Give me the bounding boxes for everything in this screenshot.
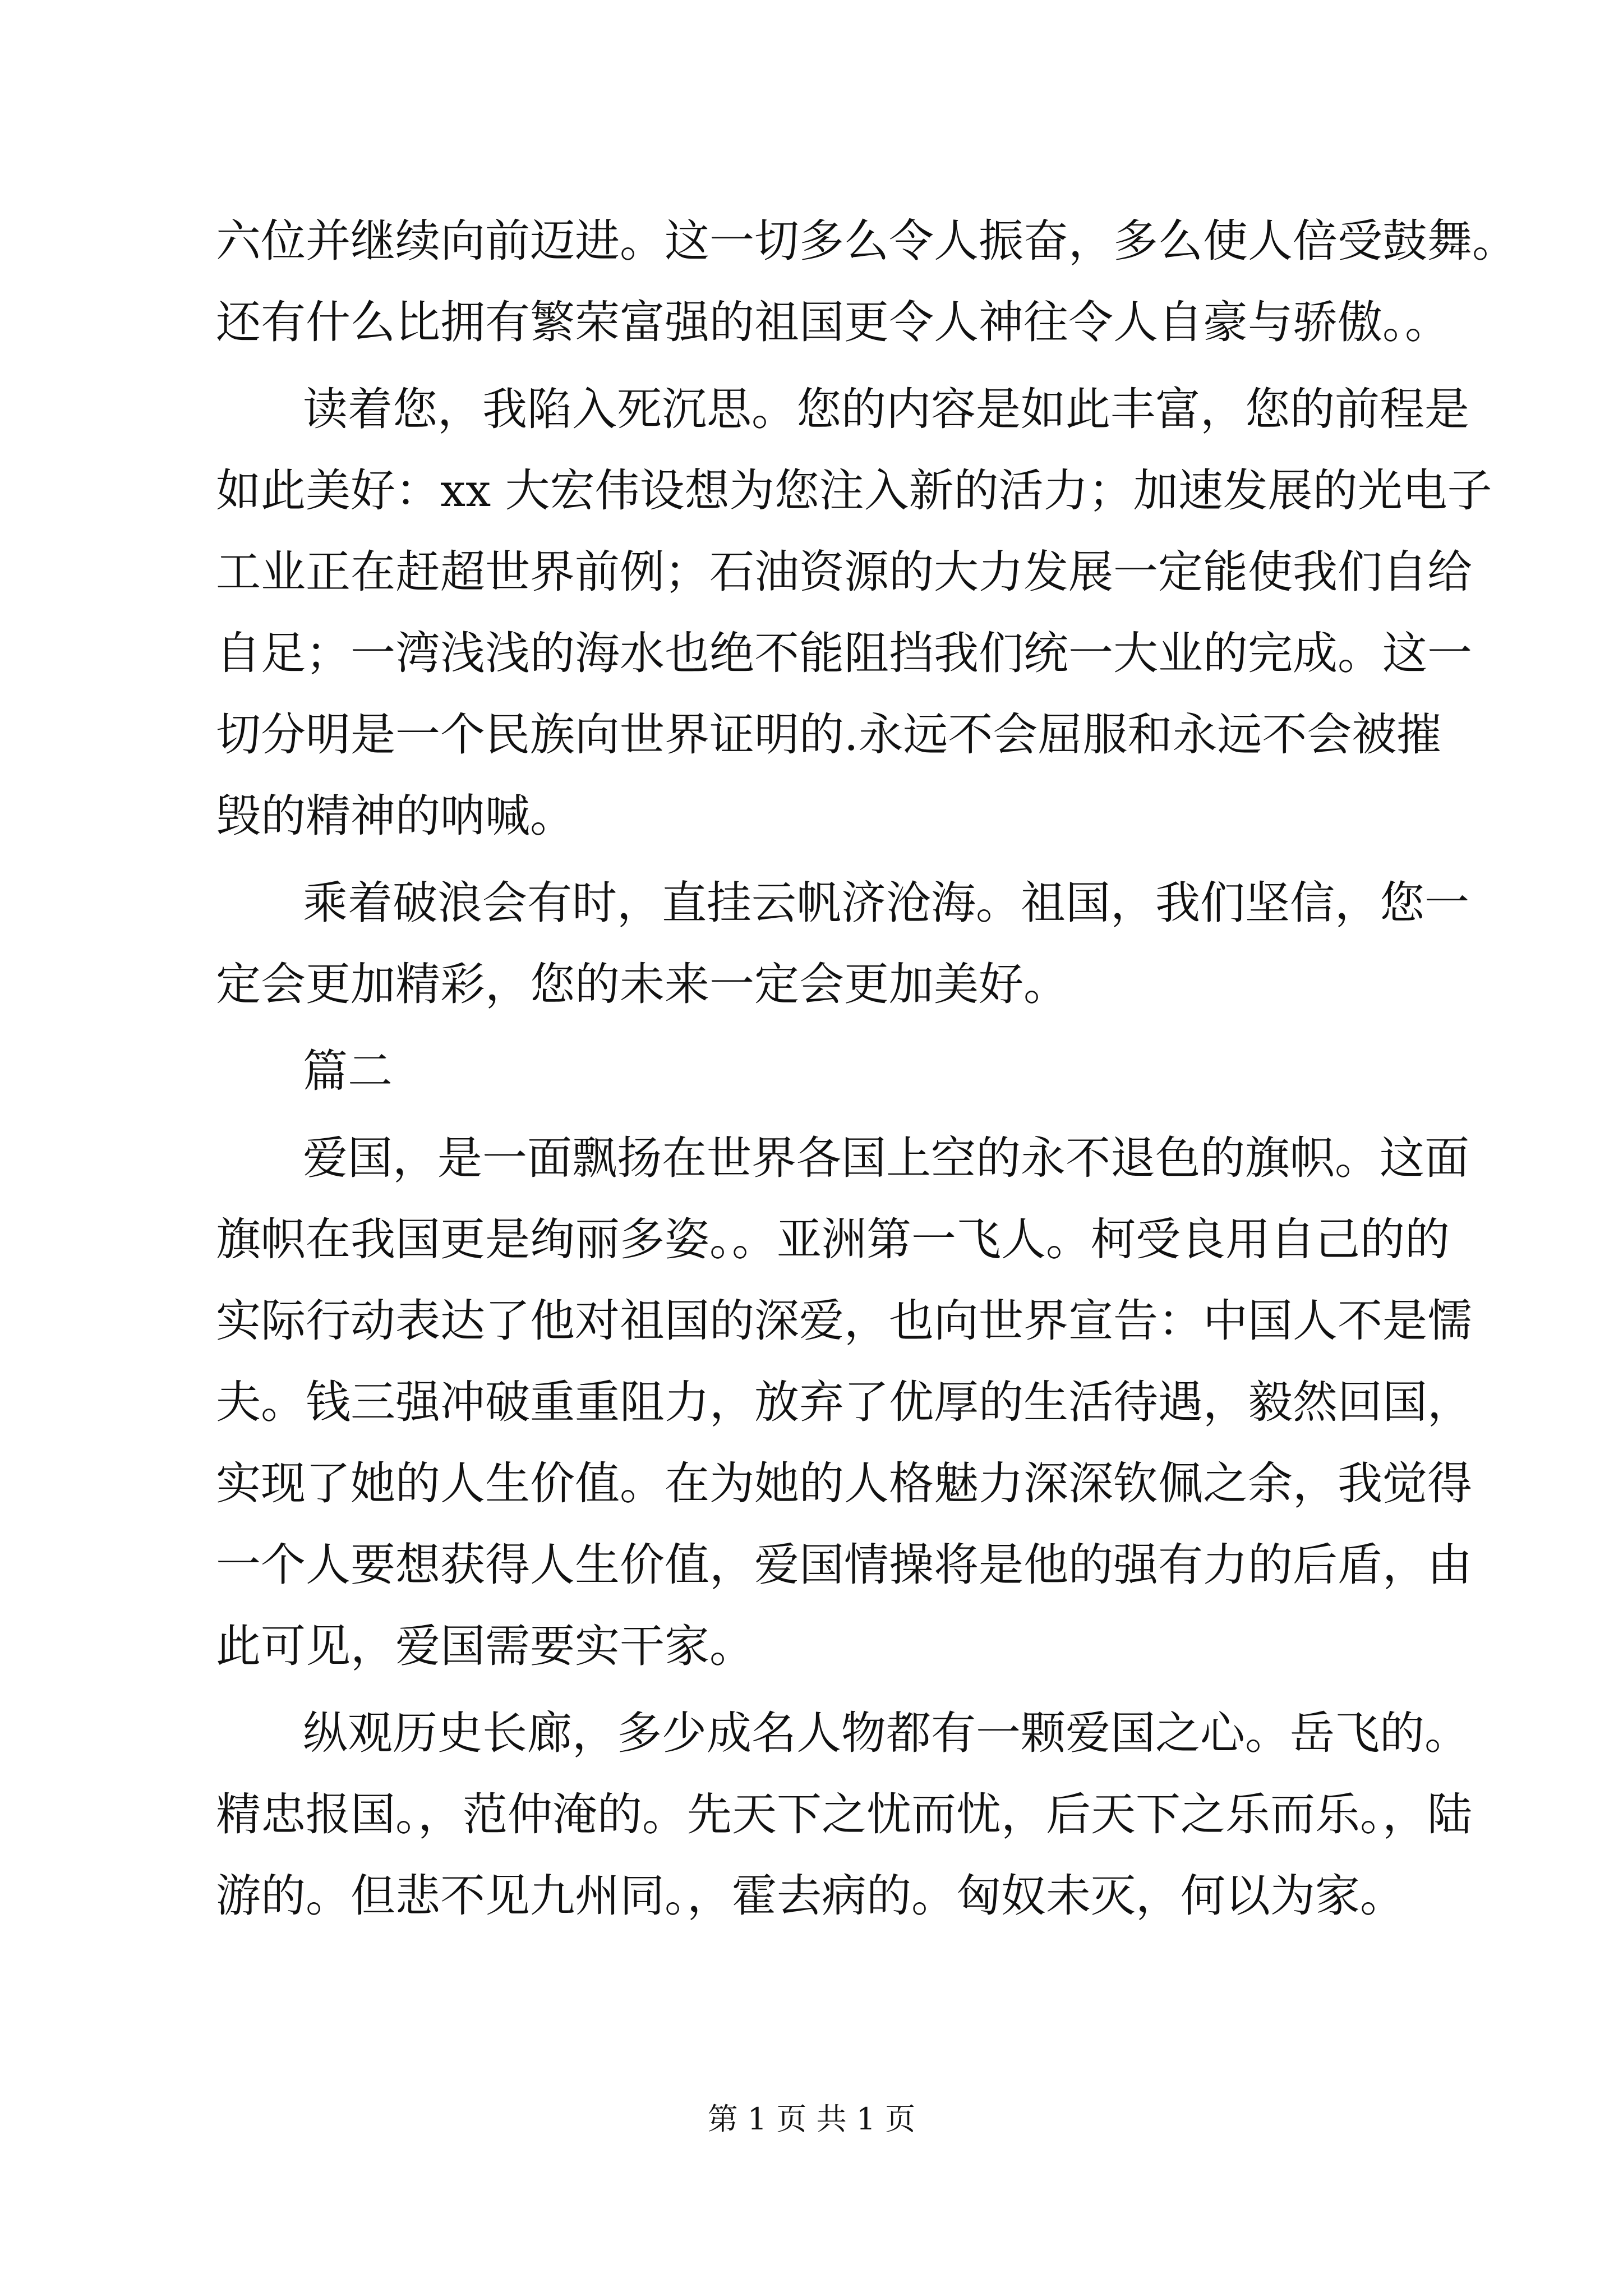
paragraph-line: 爱国，是一面飘扬在世界各国上空的永不退色的旗帜。这面 xyxy=(303,1132,1469,1184)
page-number-footer: 第 1 页 共 1 页 xyxy=(707,2101,916,2137)
paragraph-line: 实际行动表达了他对祖国的深爱，也向世界宣告：中国人不是懦 xyxy=(216,1295,1472,1347)
paragraph-line: 夫。钱三强冲破重重阻力，放弃了优厚的生活待遇，毅然回国， xyxy=(216,1376,1472,1428)
paragraph-line: 旗帜在我国更是绚丽多姿。。亚洲第一飞人。柯受良用自己的的 xyxy=(216,1213,1450,1266)
paragraph-line: 读着您，我陷入死沉思。您的内容是如此丰富，您的前程是 xyxy=(303,383,1469,435)
paragraph-line: 精忠报国。，范仲淹的。先天下之忧而忧，后天下之乐而乐。，陆 xyxy=(216,1788,1472,1841)
paragraph-line: 工业正在赶超世界前例；石油资源的大力发展一定能使我们自给 xyxy=(216,546,1472,598)
paragraph-line: 游的。但悲不见九州同。，霍去病的。匈奴未灭，何以为家。 xyxy=(216,1870,1405,1922)
paragraph-line: 此可见，爱国需要实干家。 xyxy=(216,1620,754,1672)
paragraph-line: 一个人要想获得人生价值，爱国情操将是他的强有力的后盾，由 xyxy=(216,1539,1472,1591)
paragraph-line: 毁的精神的呐喊。 xyxy=(216,790,575,842)
paragraph-line: 六位并继续向前迈进。这一切多么令人振奋，多么使人倍受鼓舞。 xyxy=(216,215,1517,267)
paragraph-line: 乘着破浪会有时，直挂云帆济沧海。祖国，我们坚信，您一 xyxy=(303,877,1469,929)
paragraph-line: 定会更加精彩，您的未来一定会更加美好。 xyxy=(216,958,1068,1010)
paragraph-line: 实现了她的人生价值。在为她的人格魅力深深钦佩之余，我觉得 xyxy=(216,1457,1472,1510)
paragraph-line: 切分明是一个民族向世界证明的.永远不会屈服和永远不会被摧 xyxy=(216,708,1442,761)
section-heading: 篇二 xyxy=(303,1045,393,1097)
paragraph-line: 纵观历史长廊，多少成名人物都有一颗爱国之心。岳飞的。 xyxy=(303,1707,1469,1759)
paragraph-line: 如此美好：xx 大宏伟设想为您注入新的活力；加速发展的光电子 xyxy=(216,464,1492,517)
paragraph-line: 还有什么比拥有繁荣富强的祖国更令人神往令人自豪与骄傲。。 xyxy=(216,296,1450,348)
paragraph-line: 自足；一湾浅浅的海水也绝不能阻挡我们统一大业的完成。这一 xyxy=(216,627,1472,679)
